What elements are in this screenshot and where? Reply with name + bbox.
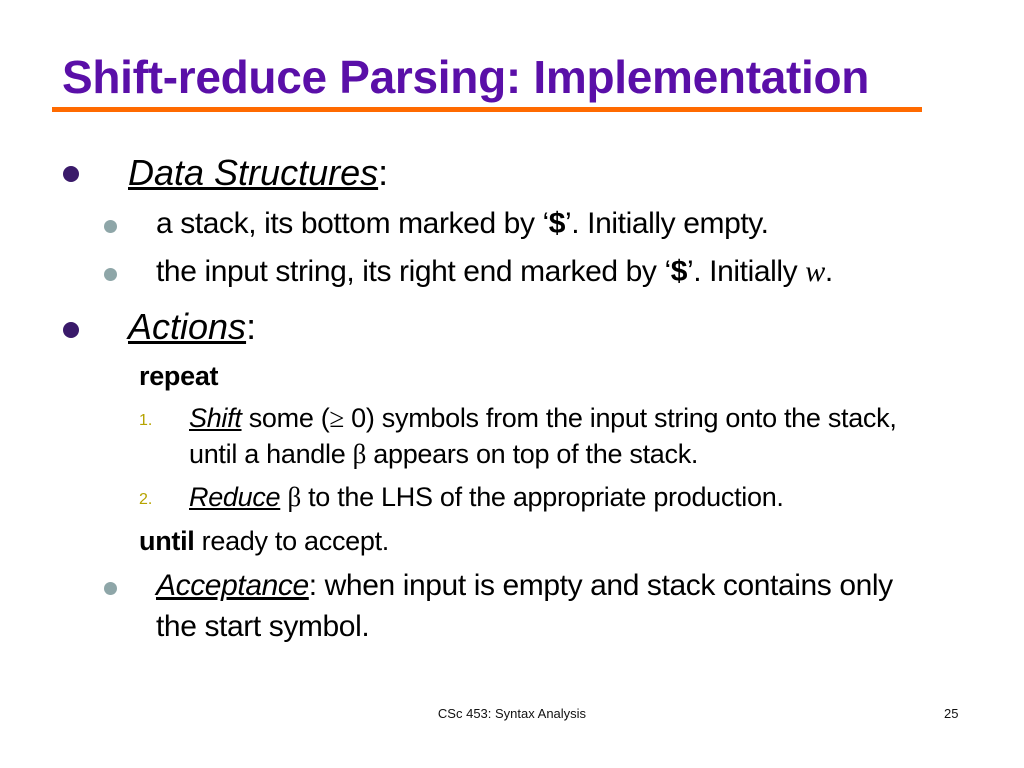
actions-term: Actions <box>128 306 247 347</box>
until-line <box>139 526 389 557</box>
bullet-dot-icon <box>63 322 79 338</box>
step-text: some ( <box>241 403 330 433</box>
data-structure-item-input <box>156 255 833 289</box>
reduce-term: Reduce <box>189 482 281 512</box>
geq-symbol: ≥ <box>329 403 344 433</box>
item-text: ’. Initially <box>687 255 806 288</box>
footer-course: CSc 453: Syntax Analysis <box>437 706 587 721</box>
acceptance-line2: the start symbol. <box>156 610 370 643</box>
bullet-dot-icon <box>104 220 117 233</box>
acceptance-line1 <box>156 569 893 603</box>
step-shift-line1 <box>189 403 897 434</box>
until-text: ready to accept. <box>194 526 389 556</box>
acceptance-text: : when input is empty and stack contains only <box>308 569 893 602</box>
item-text: ’. Initially empty. <box>565 207 769 240</box>
data-structures-term: Data Structures <box>128 152 379 193</box>
beta-symbol: β <box>352 439 367 469</box>
dollar-symbol: $ <box>670 255 688 288</box>
data-structures-heading <box>128 152 388 194</box>
step-reduce <box>189 482 784 513</box>
step-text: 0) symbols from the input string onto the stack, <box>343 403 897 433</box>
item-text: the input string, its right end marked by ‘ <box>156 255 671 288</box>
slide-title: Shift-reduce Parsing: Implementation <box>62 51 870 103</box>
bullet-dot-icon <box>104 582 117 595</box>
step-number: 2. <box>139 491 153 508</box>
bullet-dot-icon <box>104 268 117 281</box>
dollar-symbol: $ <box>548 207 566 240</box>
until-keyword: until <box>139 526 195 556</box>
step-text: to the LHS of the appropriate production. <box>300 482 784 512</box>
item-text: a stack, its bottom marked by ‘ <box>156 207 549 240</box>
beta-symbol: β <box>287 482 301 512</box>
colon: : <box>246 306 257 347</box>
step-text: until a handle <box>189 439 353 469</box>
page-number: 25 <box>944 706 959 721</box>
acceptance-term: Acceptance <box>156 569 309 602</box>
step-text: appears on top of the stack. <box>366 439 699 469</box>
item-text: . <box>824 255 833 288</box>
actions-heading <box>128 306 256 348</box>
colon: : <box>378 152 389 193</box>
title-divider <box>52 107 922 112</box>
data-structure-item-stack <box>156 207 769 241</box>
bullet-dot-icon <box>63 166 79 182</box>
step-number: 1. <box>139 412 153 429</box>
step-shift-line2 <box>189 439 698 470</box>
variable-w: w <box>805 255 825 288</box>
repeat-keyword: repeat <box>139 361 219 391</box>
shift-term: Shift <box>189 403 242 433</box>
